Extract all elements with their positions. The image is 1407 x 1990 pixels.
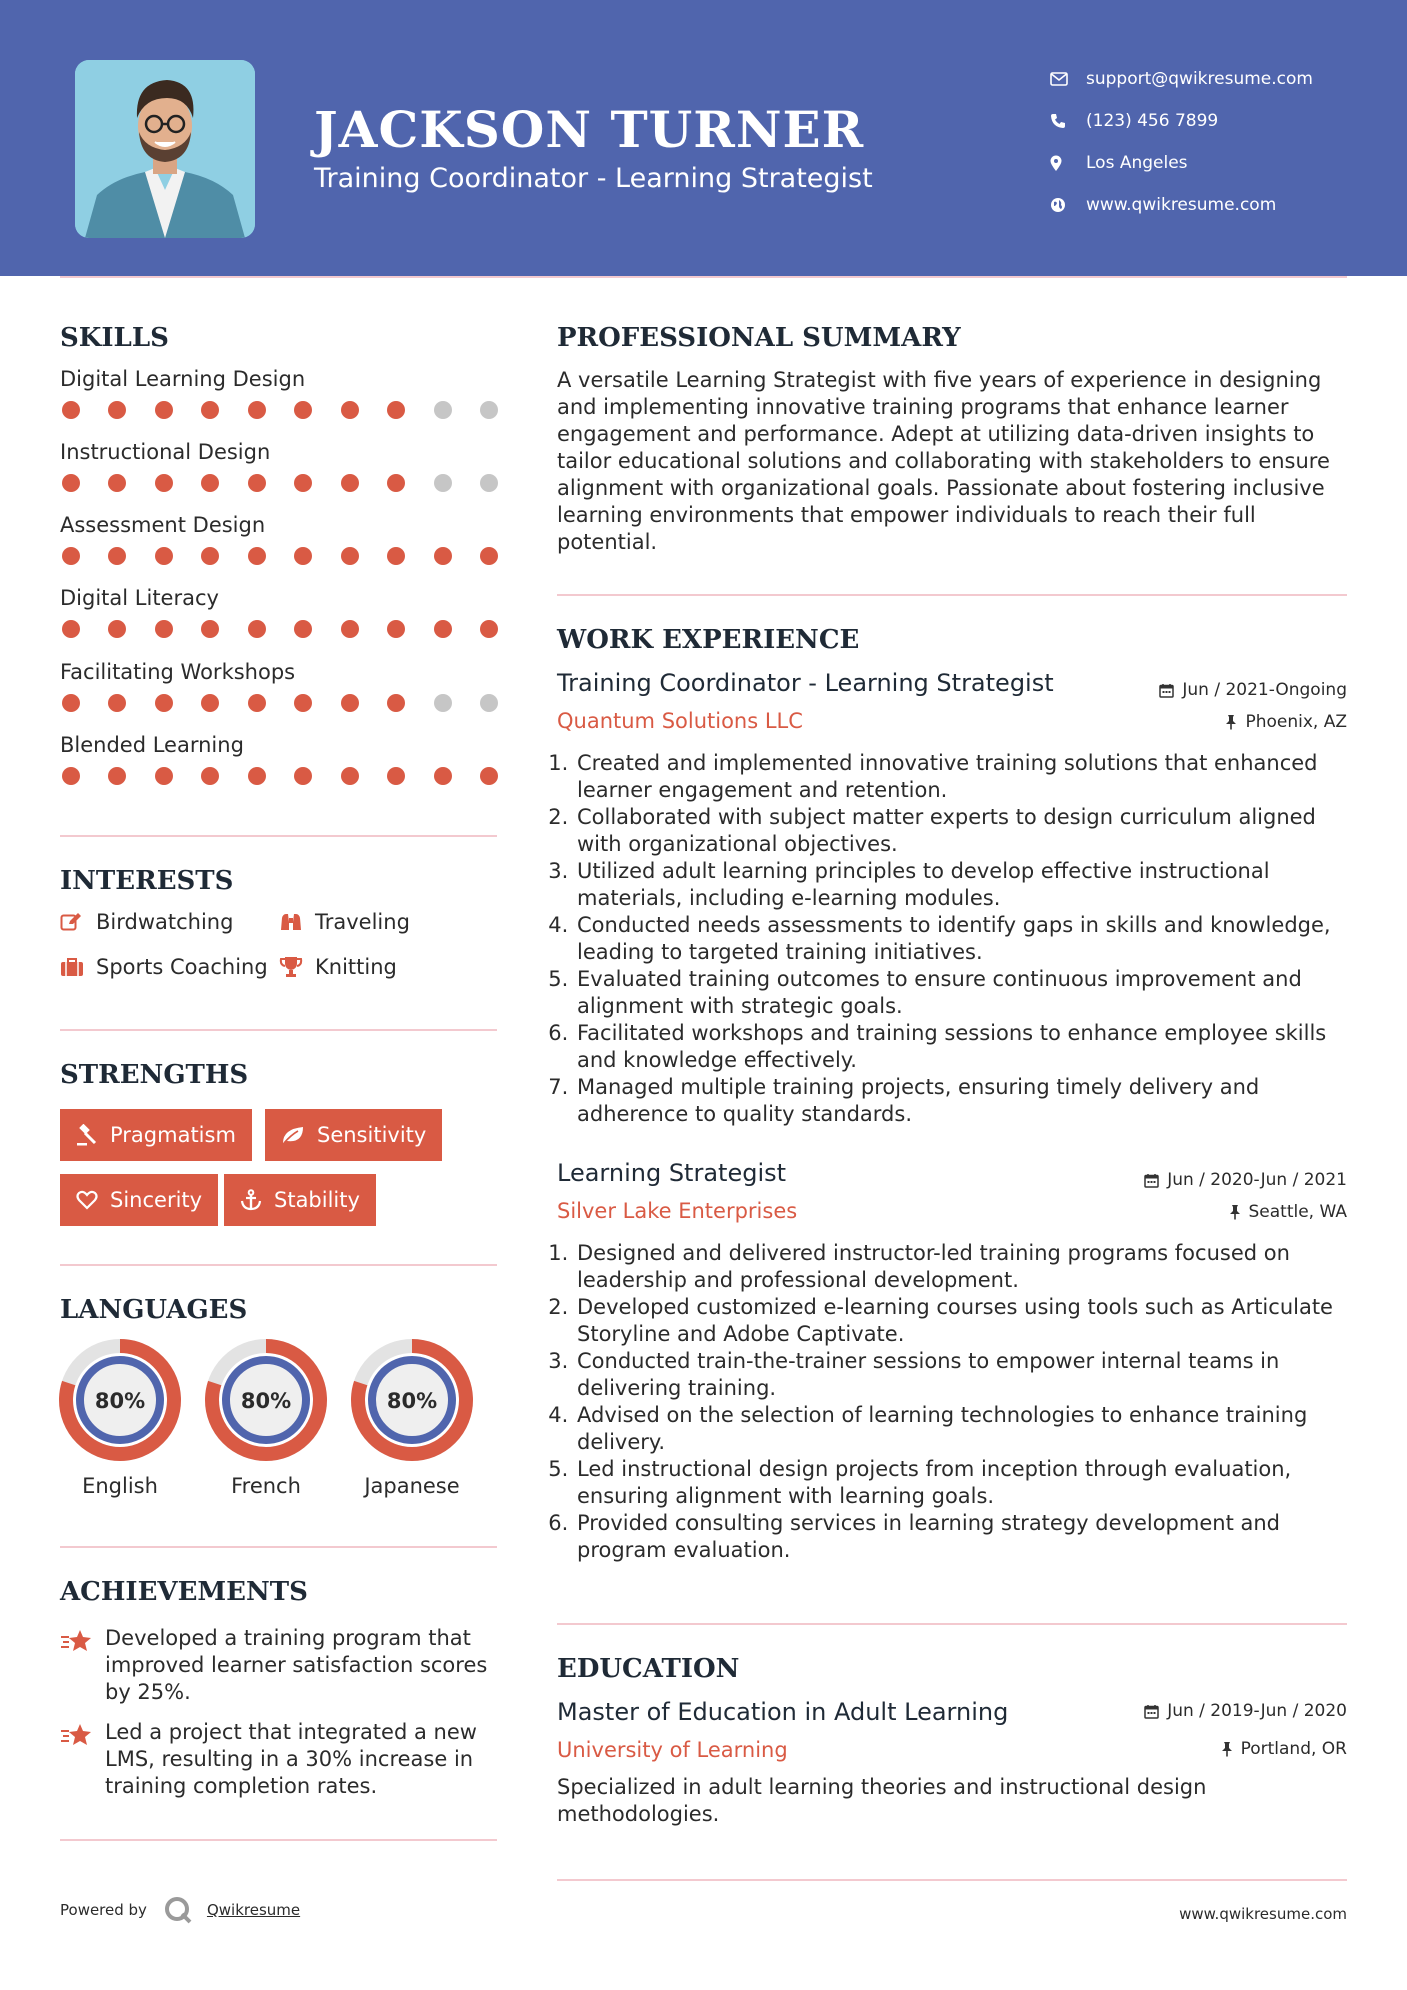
interests-heading: INTERESTS bbox=[60, 866, 234, 896]
calendar-icon bbox=[1159, 683, 1174, 698]
rating-dot-filled bbox=[387, 620, 405, 638]
rating-dot-filled bbox=[155, 547, 173, 565]
job-dates bbox=[1159, 680, 1347, 700]
job-bullet: 3. Conducted train-the-trainer sessions to empower internal teams in delivering training. bbox=[575, 1348, 1347, 1402]
rating-dot-filled bbox=[62, 547, 80, 565]
skill-item bbox=[60, 660, 500, 712]
strength-badge bbox=[60, 1174, 218, 1226]
footer-url[interactable]: www.qwikresume.com bbox=[1179, 1905, 1347, 1923]
briefcase-icon bbox=[60, 957, 96, 977]
job-dates-text: Jun / 2020-Jun / 2021 bbox=[1167, 1170, 1347, 1190]
footer-powered-by bbox=[60, 1895, 300, 1925]
strengths-divider bbox=[60, 1264, 497, 1266]
interest-label: Sports Coaching bbox=[96, 955, 268, 979]
rating-dot-filled bbox=[387, 474, 405, 492]
company-name: Silver Lake Enterprises bbox=[557, 1199, 798, 1223]
rating-dot-filled bbox=[62, 401, 80, 419]
rating-dot-filled bbox=[480, 767, 498, 785]
strength-badge bbox=[60, 1109, 252, 1161]
rating-dot-filled bbox=[108, 547, 126, 565]
anchor-icon bbox=[240, 1189, 262, 1211]
company-name: Quantum Solutions LLC bbox=[557, 709, 803, 733]
globe-icon bbox=[1050, 197, 1086, 213]
rating-dot-filled bbox=[201, 547, 219, 565]
rating-dot-empty bbox=[434, 694, 452, 712]
achievement-item bbox=[60, 1719, 510, 1800]
rating-dot-filled bbox=[248, 620, 266, 638]
strength-label: Stability bbox=[274, 1188, 360, 1212]
job-dates-text: Jun / 2021-Ongoing bbox=[1182, 680, 1347, 700]
skill-name: Digital Learning Design bbox=[60, 367, 306, 391]
rating-dot-filled bbox=[155, 620, 173, 638]
qwikresume-logo-icon bbox=[163, 1895, 193, 1925]
language-ring bbox=[204, 1338, 328, 1462]
job-bullet: 5. Evaluated training outcomes to ensure continuous improvement and alignment with strategic goals. bbox=[575, 966, 1347, 1020]
achievements-divider bbox=[60, 1839, 497, 1841]
header-divider bbox=[60, 276, 1347, 278]
language-item bbox=[204, 1338, 328, 1498]
contact-email-text: support@qwikresume.com bbox=[1086, 69, 1313, 89]
profile-photo bbox=[75, 60, 255, 238]
education-location bbox=[1221, 1739, 1347, 1759]
languages-heading: LANGUAGES bbox=[60, 1295, 248, 1325]
interest-label: Birdwatching bbox=[96, 910, 234, 934]
rating-dot-filled bbox=[387, 694, 405, 712]
skill-name: Facilitating Workshops bbox=[60, 660, 296, 684]
job-title: Learning Strategist bbox=[557, 1159, 787, 1187]
summary-heading: PROFESSIONAL SUMMARY bbox=[557, 323, 961, 353]
job-bullet: 2. Collaborated with subject matter experts to design curriculum aligned with organizational objectives. bbox=[575, 804, 1347, 858]
trophy-icon bbox=[279, 956, 315, 978]
job-dates bbox=[1144, 1170, 1347, 1190]
language-name: French bbox=[231, 1474, 301, 1498]
skill-rating bbox=[60, 767, 500, 785]
achievements-heading: ACHIEVEMENTS bbox=[60, 1577, 308, 1607]
experience-heading: WORK EXPERIENCE bbox=[557, 625, 860, 655]
rating-dot-filled bbox=[294, 547, 312, 565]
job-bullet: 2. Developed customized e-learning courses using tools such as Articulate Storyline and Adobe Captivate. bbox=[575, 1294, 1347, 1348]
degree-title: Master of Education in Adult Learning bbox=[557, 1698, 1009, 1726]
skill-item bbox=[60, 440, 500, 492]
rating-dot-filled bbox=[155, 401, 173, 419]
job-bullets bbox=[557, 750, 1347, 1128]
skill-rating bbox=[60, 547, 500, 565]
rating-dot-filled bbox=[201, 474, 219, 492]
skill-name: Assessment Design bbox=[60, 513, 266, 537]
rating-dot-filled bbox=[62, 620, 80, 638]
job-location-text: Seattle, WA bbox=[1248, 1202, 1347, 1222]
rating-dot-empty bbox=[480, 694, 498, 712]
rating-dot-filled bbox=[62, 474, 80, 492]
rating-dot-empty bbox=[480, 401, 498, 419]
education-location-text: Portland, OR bbox=[1240, 1739, 1347, 1759]
skill-name: Instructional Design bbox=[60, 440, 271, 464]
calendar-icon bbox=[1144, 1173, 1159, 1188]
rating-dot-filled bbox=[248, 547, 266, 565]
rating-dot-empty bbox=[434, 401, 452, 419]
job-location-text: Phoenix, AZ bbox=[1245, 712, 1347, 732]
candidate-title: Training Coordinator - Learning Strategist bbox=[314, 163, 873, 194]
job-bullet: 4. Conducted needs assessments to identify gaps in skills and knowledge, leading to targeted training initiatives. bbox=[575, 912, 1347, 966]
contact-phone[interactable] bbox=[1050, 100, 1313, 142]
rating-dot-filled bbox=[341, 620, 359, 638]
contact-website[interactable] bbox=[1050, 184, 1313, 226]
leaf-icon bbox=[281, 1125, 305, 1145]
job-bullet: 3. Utilized adult learning principles to develop effective instructional materials, including e-learning modules. bbox=[575, 858, 1347, 912]
contact-location-text: Los Angeles bbox=[1086, 153, 1188, 173]
summary-divider bbox=[557, 594, 1347, 596]
rating-dot-filled bbox=[155, 694, 173, 712]
rating-dot-filled bbox=[108, 694, 126, 712]
rating-dot-filled bbox=[387, 547, 405, 565]
skill-name: Blended Learning bbox=[60, 733, 244, 757]
rating-dot-filled bbox=[480, 620, 498, 638]
skills-heading: SKILLS bbox=[60, 323, 169, 353]
achievement-text: Developed a training program that improved learner satisfaction scores by 25%. bbox=[105, 1626, 488, 1704]
rating-dot-filled bbox=[387, 767, 405, 785]
rating-dot-filled bbox=[108, 620, 126, 638]
skill-item bbox=[60, 367, 500, 419]
star-icon bbox=[60, 1625, 105, 1706]
pushpin-icon bbox=[1221, 1741, 1233, 1757]
interests-divider bbox=[60, 1029, 497, 1031]
calendar-icon bbox=[1144, 1704, 1159, 1719]
rating-dot-filled bbox=[387, 401, 405, 419]
rating-dot-filled bbox=[294, 767, 312, 785]
skill-rating bbox=[60, 620, 500, 638]
job-bullet: 6. Facilitated workshops and training sessions to enhance employee skills and knowledge effectively. bbox=[575, 1020, 1347, 1074]
rating-dot-filled bbox=[341, 767, 359, 785]
rating-dot-filled bbox=[108, 767, 126, 785]
skill-item bbox=[60, 586, 500, 638]
rating-dot-filled bbox=[108, 401, 126, 419]
skills-divider bbox=[60, 835, 497, 837]
education-description: Specialized in adult learning theories and instructional design methodologies. bbox=[557, 1775, 1207, 1826]
languages-divider bbox=[60, 1546, 497, 1548]
rating-dot-filled bbox=[62, 694, 80, 712]
language-name: Japanese bbox=[364, 1474, 460, 1498]
interest-label: Knitting bbox=[315, 955, 397, 979]
job-location bbox=[1225, 712, 1347, 732]
rating-dot-filled bbox=[294, 401, 312, 419]
job-bullet: 1. Created and implemented innovative training solutions that enhanced learner engagement and retention. bbox=[575, 750, 1347, 804]
qwikresume-link[interactable]: Qwikresume bbox=[206, 1901, 301, 1919]
interest-item bbox=[279, 910, 410, 934]
skill-item bbox=[60, 733, 500, 785]
rating-dot-filled bbox=[248, 767, 266, 785]
job-bullet: 7. Managed multiple training projects, ensuring timely delivery and adherence to quality standards. bbox=[575, 1074, 1347, 1128]
resume-header bbox=[0, 0, 1407, 276]
rating-dot-filled bbox=[294, 474, 312, 492]
job-bullet: 1. Designed and delivered instructor-led training programs focused on leadership and professional development. bbox=[575, 1240, 1347, 1294]
rating-dot-filled bbox=[155, 767, 173, 785]
job-bullets bbox=[557, 1240, 1347, 1564]
contact-location bbox=[1050, 142, 1313, 184]
rating-dot-filled bbox=[341, 547, 359, 565]
edit-icon bbox=[60, 912, 96, 932]
interest-item bbox=[60, 910, 233, 934]
map-marker-icon bbox=[1050, 155, 1086, 172]
rating-dot-filled bbox=[434, 547, 452, 565]
education-dates bbox=[1144, 1701, 1347, 1721]
language-name: English bbox=[82, 1474, 158, 1498]
language-item bbox=[350, 1338, 474, 1498]
language-ring bbox=[58, 1338, 182, 1462]
strength-label: Sensitivity bbox=[317, 1123, 427, 1147]
rating-dot-filled bbox=[248, 694, 266, 712]
rating-dot-empty bbox=[434, 474, 452, 492]
skill-item bbox=[60, 513, 500, 565]
pushpin-icon bbox=[1225, 714, 1237, 730]
rating-dot-filled bbox=[341, 474, 359, 492]
language-ring bbox=[350, 1338, 474, 1462]
job-bullet: 4. Advised on the selection of learning technologies to enhance training delivery. bbox=[575, 1402, 1347, 1456]
interest-item bbox=[279, 955, 397, 979]
pushpin-icon bbox=[1229, 1204, 1241, 1220]
job-bullet: 5. Led instructional design projects from inception through evaluation, ensuring alignment with learning goals. bbox=[575, 1456, 1347, 1510]
contact-website-text: www.qwikresume.com bbox=[1086, 195, 1277, 215]
rating-dot-filled bbox=[434, 620, 452, 638]
rating-dot-filled bbox=[248, 401, 266, 419]
powered-by-label: Powered by bbox=[60, 1901, 147, 1919]
interest-item bbox=[60, 955, 268, 979]
rating-dot-filled bbox=[248, 474, 266, 492]
education-dates-text: Jun / 2019-Jun / 2020 bbox=[1167, 1701, 1347, 1721]
school-name: University of Learning bbox=[557, 1738, 788, 1762]
contact-email[interactable] bbox=[1050, 58, 1313, 100]
strength-label: Sincerity bbox=[110, 1188, 203, 1212]
job-location bbox=[1229, 1202, 1348, 1222]
candidate-name: JACKSON TURNER bbox=[314, 100, 865, 159]
achievement-item bbox=[60, 1625, 510, 1706]
rating-dot-filled bbox=[341, 401, 359, 419]
rating-dot-filled bbox=[201, 694, 219, 712]
rating-dot-filled bbox=[341, 694, 359, 712]
job-bullet: 6. Provided consulting services in learning strategy development and program evaluation. bbox=[575, 1510, 1347, 1564]
skill-rating bbox=[60, 401, 500, 419]
rating-dot-filled bbox=[62, 767, 80, 785]
strength-badge bbox=[224, 1174, 376, 1226]
experience-divider bbox=[557, 1623, 1347, 1625]
rating-dot-filled bbox=[294, 620, 312, 638]
contact-phone-text: (123) 456 7899 bbox=[1086, 111, 1219, 131]
interest-label: Traveling bbox=[315, 910, 410, 934]
rating-dot-filled bbox=[480, 547, 498, 565]
strength-badge bbox=[265, 1109, 442, 1161]
rating-dot-filled bbox=[108, 474, 126, 492]
star-icon bbox=[60, 1719, 105, 1800]
rating-dot-filled bbox=[201, 401, 219, 419]
gavel-icon bbox=[76, 1124, 98, 1146]
language-percent: 80% bbox=[240, 1389, 292, 1413]
rating-dot-filled bbox=[201, 767, 219, 785]
rating-dot-empty bbox=[480, 474, 498, 492]
summary-text: A versatile Learning Strategist with five years of experience in designing and implementing innovative training programs that enhance learner engagement and performance. Adept at utilizing data-driven insights to tailor educational solutions and collaborating with stakeholders to ensure alignment with organizational goals. Passionate about fostering inclusive learning environments that empower individuals to reach their full potential. bbox=[557, 368, 1330, 554]
contact-list bbox=[1050, 58, 1313, 226]
achievement-text: Led a project that integrated a new LMS, resulting in a 30% increase in training completion rates. bbox=[105, 1720, 477, 1798]
language-item bbox=[58, 1338, 182, 1498]
language-percent: 80% bbox=[94, 1389, 146, 1413]
strengths-heading: STRENGTHS bbox=[60, 1060, 249, 1090]
education-heading: EDUCATION bbox=[557, 1654, 740, 1684]
rating-dot-filled bbox=[294, 694, 312, 712]
job-title: Training Coordinator - Learning Strategist bbox=[557, 669, 1054, 697]
envelope-icon bbox=[1050, 72, 1086, 86]
skill-rating bbox=[60, 474, 500, 492]
binoculars-icon bbox=[279, 912, 315, 932]
rating-dot-filled bbox=[155, 474, 173, 492]
phone-icon bbox=[1050, 113, 1086, 129]
rating-dot-filled bbox=[201, 620, 219, 638]
skill-name: Digital Literacy bbox=[60, 586, 219, 610]
rating-dot-filled bbox=[434, 767, 452, 785]
education-divider bbox=[557, 1879, 1347, 1881]
heart-icon bbox=[76, 1190, 98, 1210]
language-percent: 80% bbox=[386, 1389, 438, 1413]
strength-label: Pragmatism bbox=[110, 1123, 236, 1147]
skill-rating bbox=[60, 694, 500, 712]
